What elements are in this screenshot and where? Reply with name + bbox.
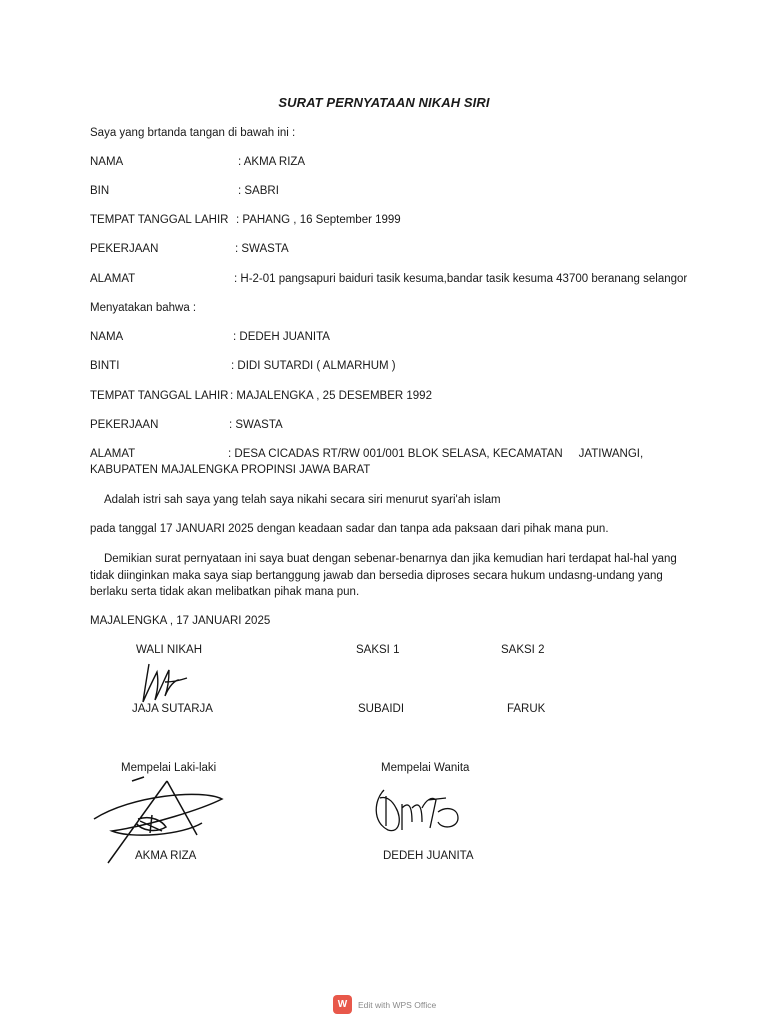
wali-title: WALI NIKAH [136, 644, 203, 656]
bride-binti-value: : DIDI SUTARDI ( ALMARHUM ) [231, 360, 396, 372]
groom-nama-label: NAMA [90, 156, 124, 168]
groom-alamat-label: ALAMAT [90, 273, 136, 285]
wps-footer[interactable] [333, 995, 436, 1014]
bride-binti-label: BINTI [90, 360, 120, 372]
wps-logo-icon: W [333, 995, 352, 1014]
bride-alamat-line2: KABUPATEN MAJALENGKA PROPINSI JAWA BARAT [90, 464, 371, 476]
bride-signature [372, 778, 464, 840]
saksi2-title: SAKSI 2 [501, 644, 545, 656]
bride-nama-value: : DEDEH JUANITA [233, 331, 330, 343]
groom-alamat-value: : H-2-01 pangsapuri baiduri tasik kesuma,bandar tasik kesuma 43700 beranang selangor [234, 273, 688, 285]
groom-sign-name: AKMA RIZA [135, 850, 197, 862]
groom-bin-value: : SABRI [238, 185, 279, 197]
paragraph-2: pada tanggal 17 JANUARI 2025 dengan keadaan sadar dan tanpa ada paksaan dari pihak mana pun. [90, 523, 609, 535]
bride-ttl-label: TEMPAT TANGGAL LAHIR [90, 390, 229, 402]
bride-ttl-value: : MAJALENGKA , 25 DESEMBER 1992 [230, 390, 432, 402]
saksi1-name: SUBAIDI [358, 703, 405, 715]
wali-signature [135, 658, 195, 708]
groom-ttl-value: : PAHANG , 16 September 1999 [236, 214, 401, 226]
intro-text: Saya yang brtanda tangan di bawah ini : [90, 127, 296, 139]
document-title: SURAT PERNYATAAN NIKAH SIRI [278, 95, 490, 110]
place-date: MAJALENGKA , 17 JANUARI 2025 [90, 615, 271, 627]
groom-pekerjaan-value: : SWASTA [235, 243, 289, 255]
wali-name: JAJA SUTARJA [132, 703, 213, 715]
paragraph-1: Adalah istri sah saya yang telah saya nikahi secara siri menurut syari'ah islam [104, 494, 501, 506]
paragraph-3-line2: tidak diinginkan maka saya siap bertanggung jawab dan bersedia diproses secara hukum undasng-undang yang [90, 570, 663, 582]
bride-nama-label: NAMA [90, 331, 124, 343]
bride-alamat-value: : DESA CICADAS RT/RW 001/001 BLOK SELASA, KECAMATAN JATIWANGI, [228, 448, 644, 460]
groom-sign-title: Mempelai Laki-laki [121, 762, 217, 774]
saksi2-name: FARUK [507, 703, 546, 715]
wps-footer-text: Edit with WPS Office [358, 999, 437, 1010]
saksi1-title: SAKSI 1 [356, 644, 400, 656]
groom-bin-label: BIN [90, 185, 110, 197]
groom-pekerjaan-label: PEKERJAAN [90, 243, 159, 255]
paragraph-3-line1: Demikian surat pernyataan ini saya buat dengan sebenar-benarnya dan jika kemudian hari terdapat hal-hal yang [104, 553, 677, 565]
menyatakan-text: Menyatakan bahwa : [90, 302, 197, 314]
groom-nama-value: : AKMA RIZA [238, 156, 306, 168]
bride-sign-title: Mempelai Wanita [381, 762, 470, 774]
bride-pekerjaan-label: PEKERJAAN [90, 419, 159, 431]
bride-sign-name: DEDEH JUANITA [383, 850, 474, 862]
paragraph-3-line3: berlaku serta tidak akan melibatkan pihak mana pun. [90, 586, 360, 598]
bride-pekerjaan-value: : SWASTA [229, 419, 283, 431]
bride-alamat-label: ALAMAT [90, 448, 136, 460]
groom-ttl-label: TEMPAT TANGGAL LAHIR [90, 214, 229, 226]
